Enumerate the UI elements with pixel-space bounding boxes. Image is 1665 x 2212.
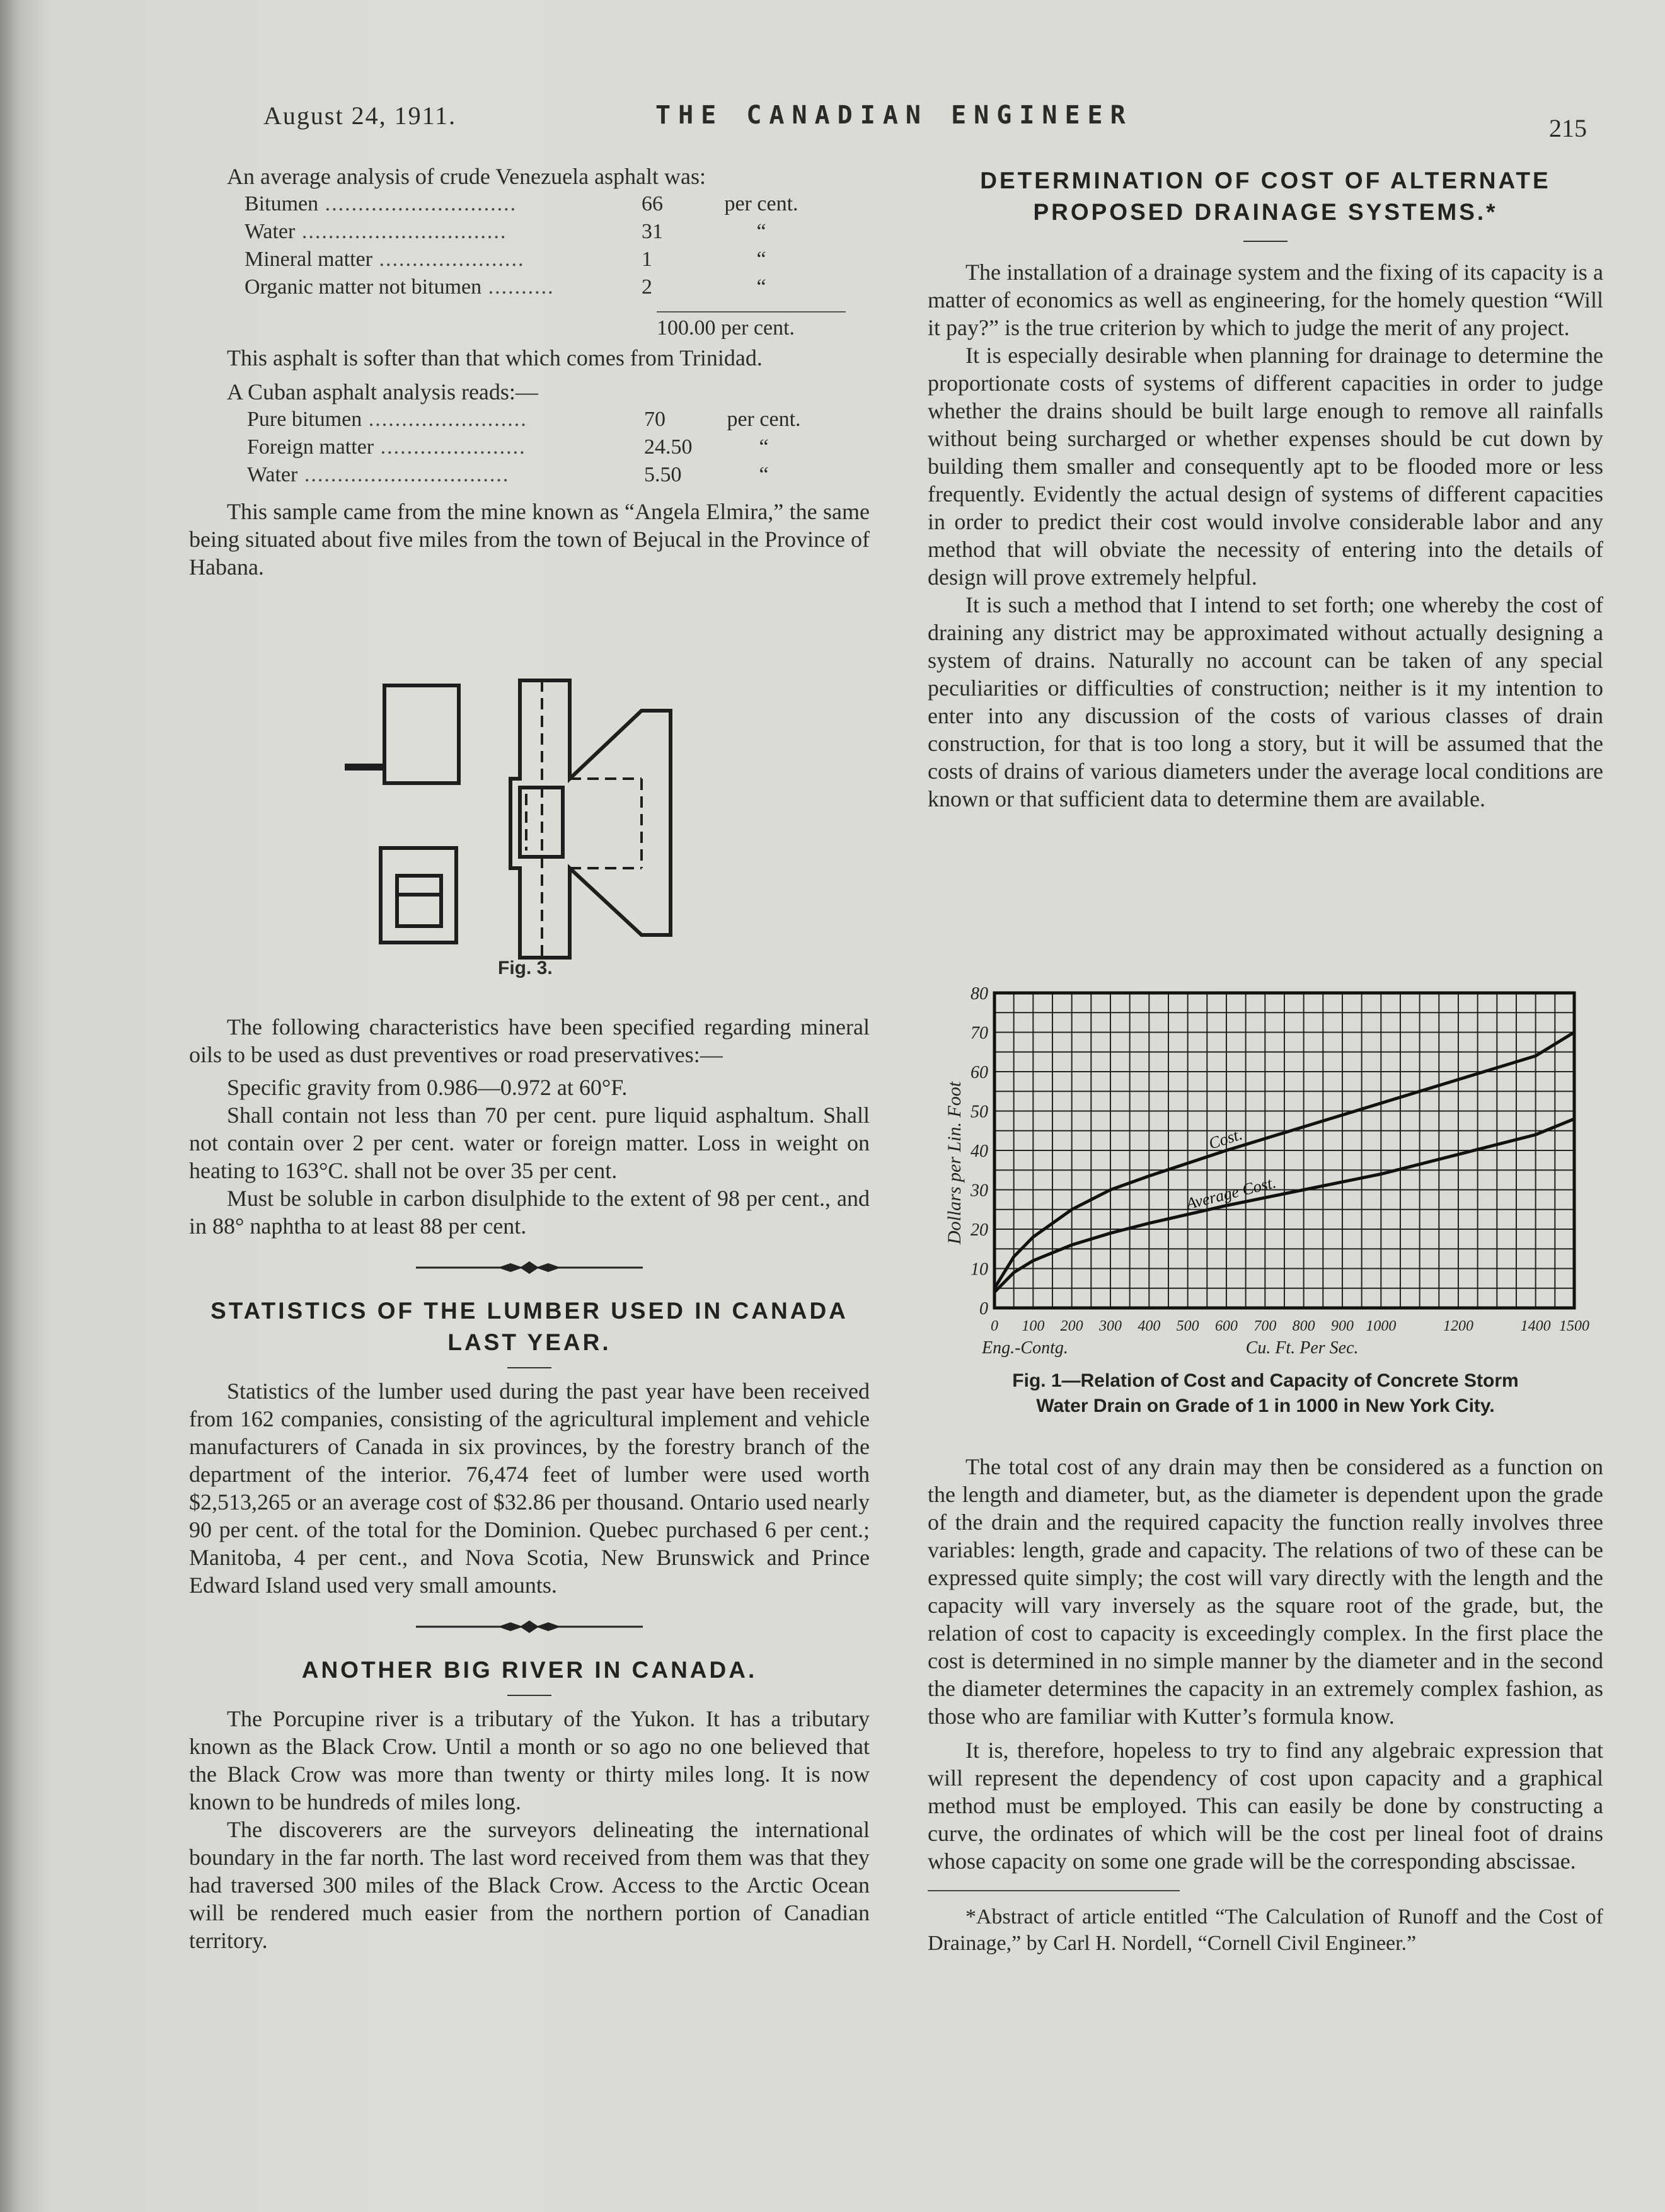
x-tick-label: 700 [1253,1318,1277,1334]
drainage-headline: DETERMINATION OF COST OF ALTERNATE PROPOSED DRAINAGE SYSTEMS.* [980,168,1551,225]
analysis-row [245,190,805,218]
analysis-unit: “ [759,463,769,486]
analysis-value: 31 [642,220,663,243]
oils-soluble: Must be soluble in carbon disulphide to the extent of 98 per cent., and in 88° naphtha to at least 88 per cent. [189,1186,870,1239]
cuban-analysis-table [247,406,808,489]
oils-gravity: Specific gravity from 0.986—0.972 at 60°F. [227,1075,628,1100]
analysis-unit: “ [759,435,769,459]
lumber-body: Statistics of the lumber used during the past year have been received from 162 companies, consisting of the agricultural implement and vehicle manufacturers of Canada in six provinces, by the forestry branch of the department of the interior. 76,474 feet of lumber were used worth $2,513,265 or an average cost of $32.86 per thousand. Ontario used nearly 90 per cent. of the total for the Dominion. Quebec purchased 6 per cent.; Manitoba, 4 per cent., and Nova Scotia, New Brunswick and Prince Edward Island used very small amounts. [189,1378,870,1598]
right-column [928,165,1603,813]
leader-dots: ............................. [318,192,517,215]
analysis-value: 2 [642,275,652,299]
x-tick-label: 600 [1215,1318,1238,1334]
y-tick-label: 80 [971,984,988,1004]
analysis-row [247,461,808,489]
analysis-value: 70 [644,408,665,431]
river-paragraph-1: The Porcupine river is a tributary of the Yukon. It has a tributary known as the Black Crow. Until a month or so ago no one believed that the Black Crow was more than twenty or thirty miles long. It is now known to be hundreds of miles long. [189,1706,870,1814]
oils-asphaltum: Shall contain not less than 70 per cent. pure liquid asphaltum. Shall not contain over 2 per cent. water or foreign matter. Loss in weight on heating to 163°C. shall not be over 35 per cent. [189,1103,870,1183]
y-tick-label: 0 [979,1299,988,1319]
left-column-lower [189,1013,870,1954]
headline-rule [507,1695,551,1696]
analysis-value: 5.50 [644,463,682,486]
analysis-item: Water [247,463,298,486]
drain-plan-outline [510,680,671,958]
analysis-row [245,273,805,301]
analysis-row [247,433,808,461]
venezuela-analysis-table [245,190,805,301]
drainage-paragraph-4: The total cost of any drain may then be considered as a function on the length and diameter, but, as the diameter is dependent upon the grade of the drain and the required capacity the function really involves three variables: length, grade and capacity. The relations of two of these can be expressed quite simply; the cost will vary directly with the length and the capacity will vary inversely as the square root of the grade, but, the relation of cost to capacity is exceedingly complex. In the first place the cost is determined in no simple manner by the diameter and in the second the diameter determines the capacity in an extremely complex fashion, as those who are familiar with Kutter’s formula know. [928,1454,1603,1729]
elevation-opening [397,876,441,926]
analysis-row [245,246,805,273]
x-tick-label: 500 [1176,1318,1199,1334]
analysis-row [247,406,808,433]
analysis-item: Organic matter not bitumen [245,275,482,299]
fig1-chart [939,980,1607,1371]
analysis-value: 24.50 [644,435,693,459]
drainage-paragraph-3: It is such a method that I intend to set forth; one whereby the cost of draining any district may be approximated without actually designing a system of drains. Naturally no account can be taken of any special peculiarities or difficulties of construction; neither is it my intention to enter into any discussion of the costs of various classes of drain construction, for that is too long a story, but it will be assumed that the costs of drains of various diameters under the average local conditions are known or that sufficient data to determine them are available. [928,592,1603,811]
x-tick-label: 100 [1022,1318,1045,1334]
y-axis-label: Dollars per Lin. Foot [944,1081,965,1245]
x-tick-label: 1500 [1559,1318,1589,1334]
analysis-unit: per cent. [724,192,798,215]
x-tick-label: 200 [1060,1318,1083,1334]
analysis-item: Bitumen [245,192,319,215]
plan-section-top [347,685,459,783]
y-tick-label: 50 [971,1102,988,1122]
x-tick-label: 1000 [1366,1318,1397,1334]
river-paragraph-2: The discoverers are the surveyors delineating the international boundary in the far north. The last word received from them was that they had traversed 300 miles of the Black Crow. Access to the Arctic Ocean will be rendered much easier from the northern portion of Canadian territory. [189,1817,870,1953]
headline-rule [1243,241,1288,242]
y-tick-label: 10 [971,1259,988,1280]
left-column [189,163,870,581]
ornament-divider [416,1620,643,1633]
x-tick-label: 0 [991,1318,998,1334]
drainage-paragraph-2: It is especially desirable when planning for drainage to determine the proportionate costs of systems of different capacities in order to judge whether the drains should be built large enough to remove all rainfalls without being surcharged or whether expenses should be cut down by building them smaller and consequently apt to be flooded more or less frequently. Evidently the actual design of systems of different capacities in order to predict their cost would involve considerable labor and any method that will obviate the necessity of entering into the details of design will prove extremely helpful. [928,343,1603,590]
analysis-item: Pure bitumen [247,408,362,431]
fig3-caption: Fig. 3. [498,958,553,978]
leader-dots: ............................... [297,463,510,486]
y-tick-label: 30 [971,1181,988,1201]
fig1-caption-line-2: Water Drain on Grade of 1 in 1000 in New York City. [1036,1395,1495,1416]
x-tick-label: 300 [1099,1318,1122,1334]
leader-dots: ............................... [295,220,507,243]
lumber-headline: STATISTICS OF THE LUMBER USED IN CANADA LAST YEAR. [210,1298,848,1355]
analysis-unit: “ [756,248,766,271]
fig3-drawing [340,668,756,989]
leader-dots: .......... [481,275,555,299]
right-column-lower [928,1453,1603,1957]
venezuela-total: 100.00 per cent. [657,316,795,340]
analysis-item: Foreign matter [247,435,374,459]
x-axis-label: Cu. Ft. Per Sec. [1245,1338,1359,1358]
analysis-value: 1 [642,248,652,271]
analysis-row [245,218,805,246]
series-label: Cost. [1206,1125,1245,1153]
river-headline: ANOTHER BIG RIVER IN CANADA. [301,1657,758,1683]
footnote-rule [928,1890,1180,1891]
y-tick-label: 60 [971,1063,988,1082]
y-tick-label: 70 [971,1023,988,1043]
y-tick-label: 20 [971,1220,988,1240]
x-tick-label: 1200 [1443,1318,1473,1334]
x-tick-label: 800 [1292,1318,1315,1334]
journal-title: THE CANADIAN ENGINEER [655,101,1133,130]
fig1-caption-line-1: Fig. 1—Relation of Cost and Capacity of Concrete Storm [1012,1370,1519,1391]
sample-note: This sample came from the mine known as “Angela Elmira,” the same being situated about five miles from the town of Bejucal in the Province of Habana. [189,499,870,580]
x-tick-label: 1400 [1520,1318,1551,1334]
headline-rule [507,1367,551,1368]
x-tick-label: 400 [1138,1318,1161,1334]
issue-date: August 24, 1911. [263,101,457,130]
leader-dots: ...................... [374,435,526,459]
trinidad-note: This asphalt is softer than that which comes from Trinidad. [227,345,763,370]
page-number: 215 [1549,114,1587,142]
footnote: *Abstract of article entitled “The Calculation of Runoff and the Cost of Drainage,” by Carl H. Nordell, “Cornell Civil Engineer.” [928,1905,1603,1955]
ornament-divider [416,1261,643,1274]
fig1-caption [928,1368,1603,1419]
cuban-intro: A Cuban asphalt analysis reads:— [227,379,538,404]
series-label: Average Cost. [1184,1172,1278,1213]
y-tick-label: 40 [971,1142,988,1161]
analysis-value: 66 [642,192,663,215]
x-tick-label: 900 [1331,1318,1354,1334]
analysis-item: Water [245,220,296,243]
venezuela-intro: An average analysis of crude Venezuela asphalt was: [227,164,706,189]
drainage-paragraph-1: The installation of a drainage system and the fixing of its capacity is a matter of economics as well as engineering, for the homely question “Will it pay?” is the true criterion by which to judge the merit of any project. [928,260,1603,340]
analysis-unit: “ [756,220,766,243]
x-origin-label: Eng.-Contg. [982,1338,1068,1358]
oils-intro: The following characteristics have been specified regarding mineral oils to be used as dust preventives or road preservatives:— [189,1014,870,1067]
analysis-item: Mineral matter [245,248,372,271]
analysis-unit: “ [756,275,766,299]
analysis-unit: per cent. [727,408,801,431]
leader-dots: ...................... [372,248,525,271]
leader-dots: ........................ [362,408,527,431]
drainage-paragraph-5: It is, therefore, hopeless to try to find any algebraic expression that will represent the dependency of cost upon capacity and a graphical method must be employed. This can easily be done by constructing a curve, the ordinates of which will be the cost per lineal foot of drains whose capacity on some one grade will be the corresponding abscissae. [928,1738,1603,1874]
